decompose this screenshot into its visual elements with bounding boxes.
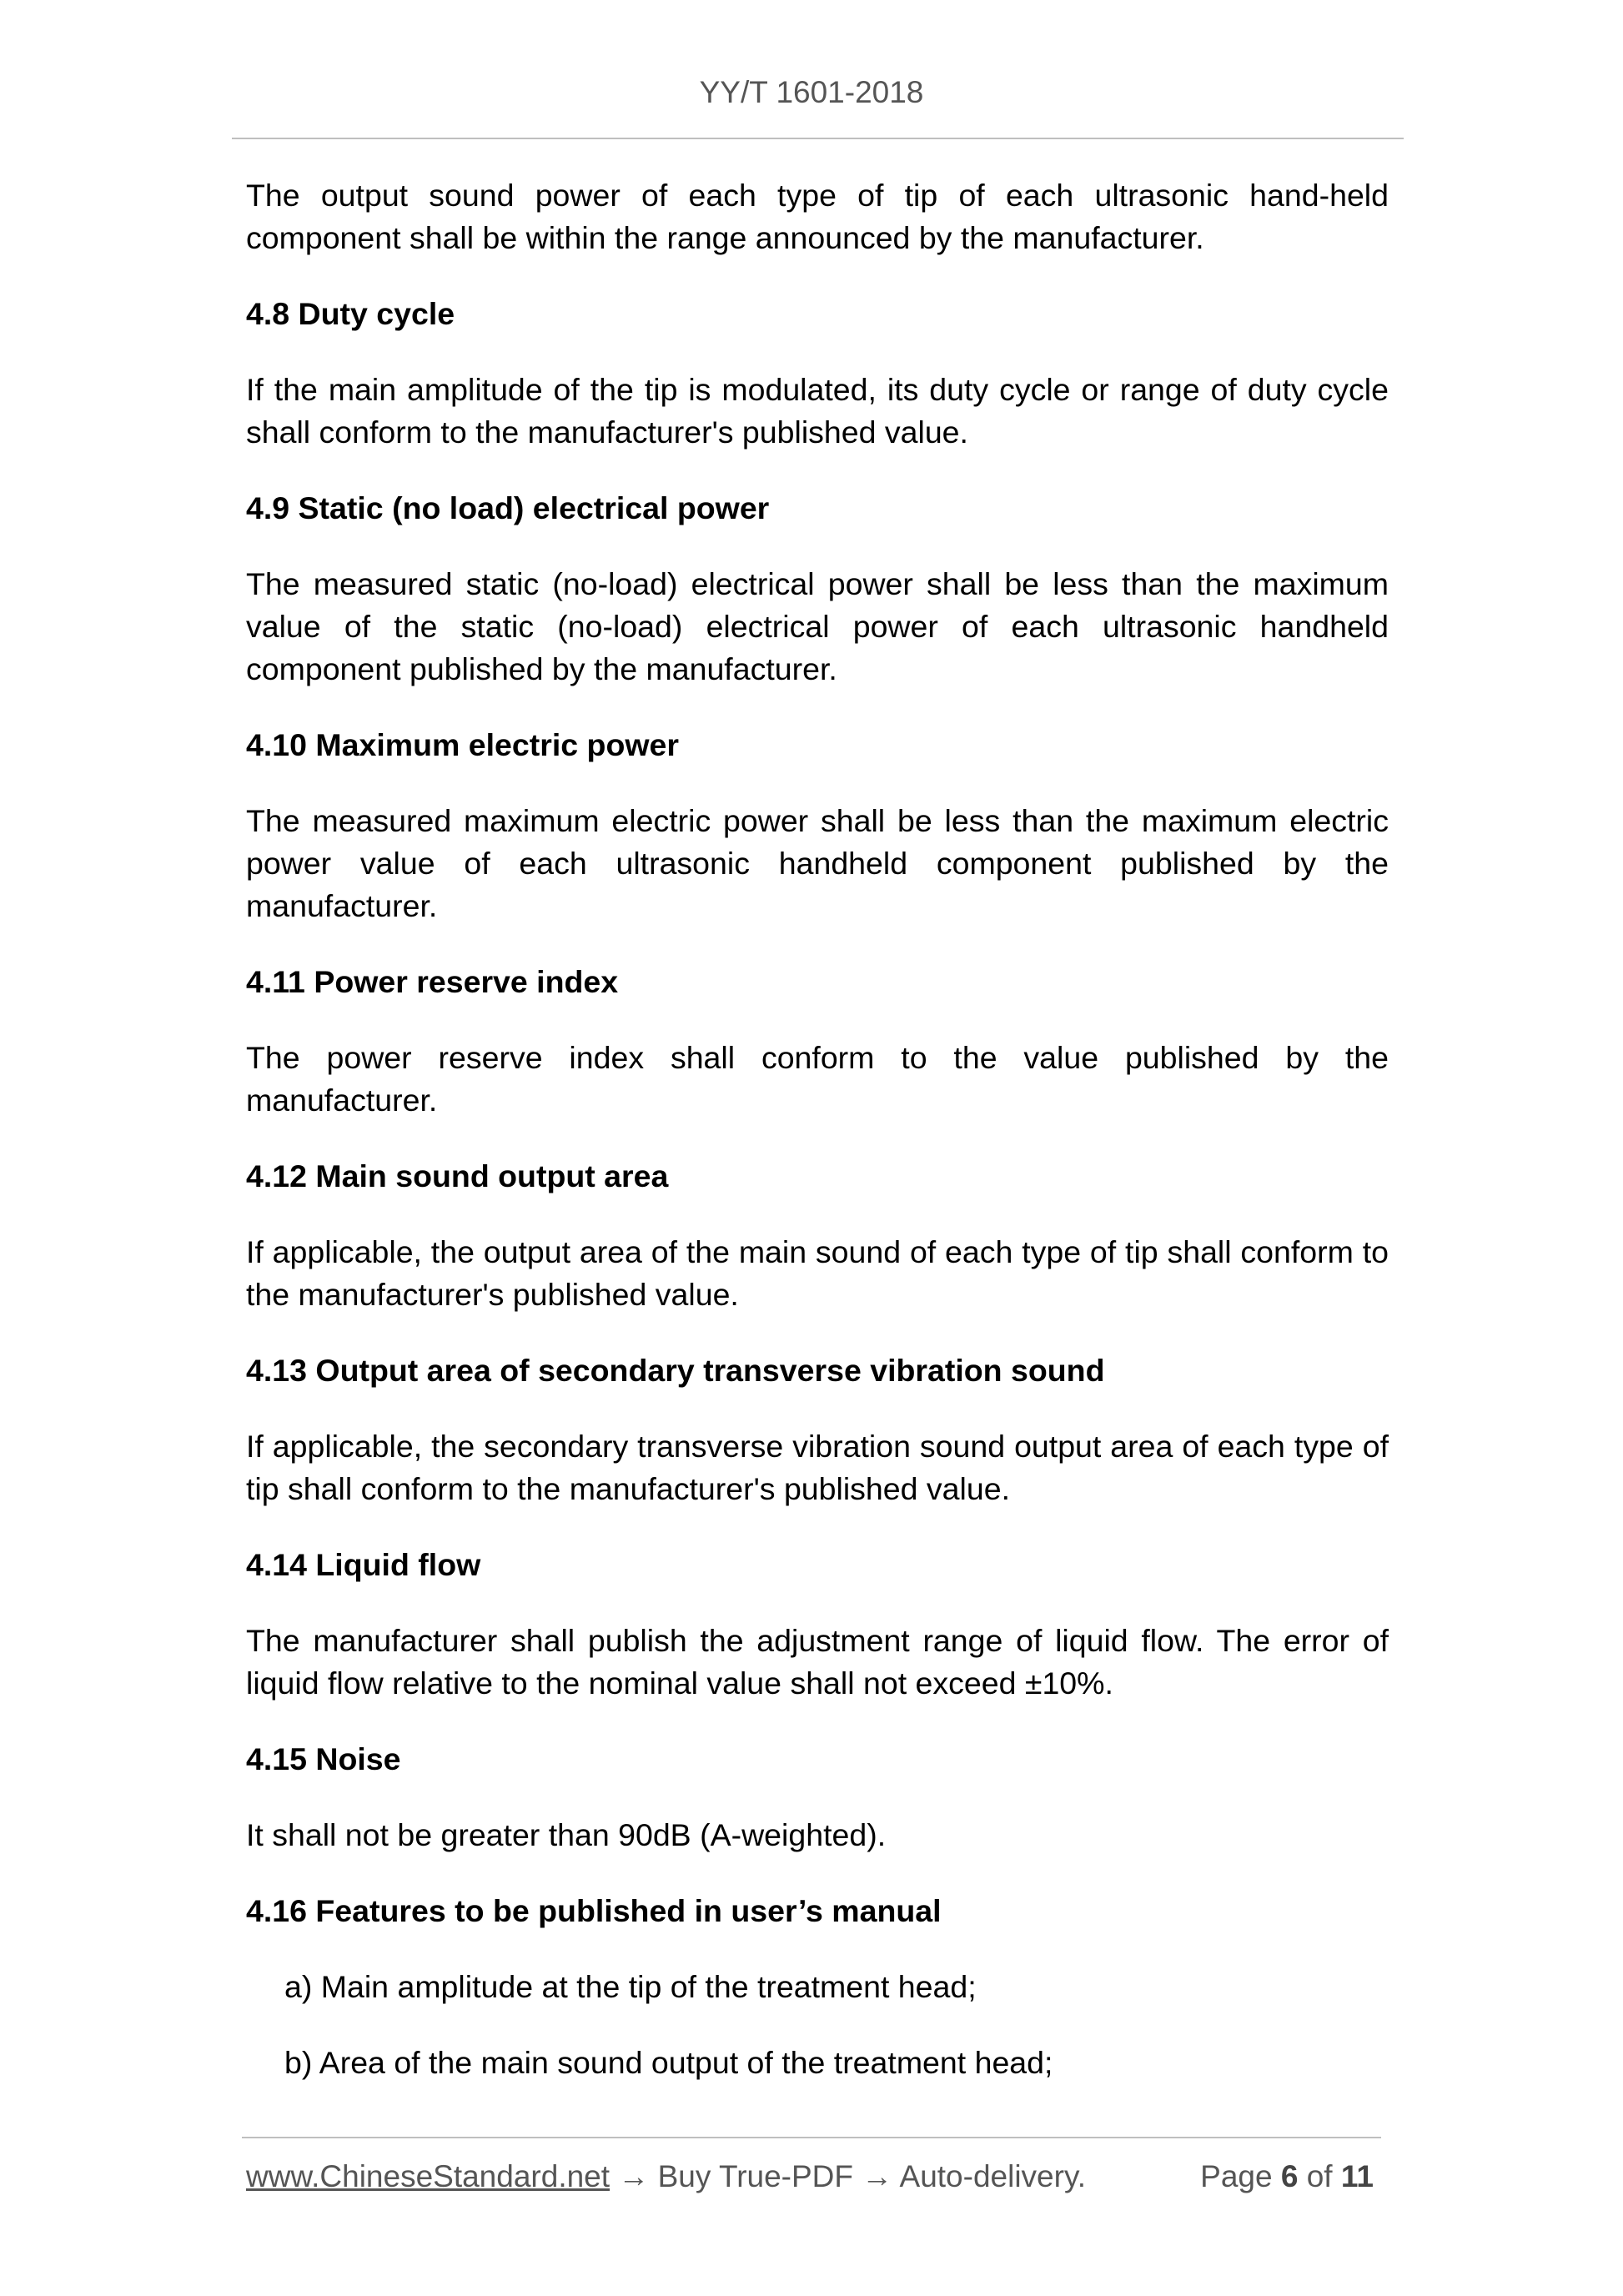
- section-heading-4-12: 4.12 Main sound output area: [246, 1158, 669, 1193]
- section-heading-4-16: 4.16 Features to be published in user’s manual: [246, 1893, 942, 1928]
- paragraph-output-sound-power: The output sound power of each type of tip of each ultrasonic hand-held component shall be within the range announced by the manufacturer.: [246, 178, 1389, 255]
- footer-divider: [242, 2137, 1381, 2138]
- paragraph-static-power: The measured static (no-load) electrical power shall be less than the maximum value of the static (no-load) electrical power of each ultrasonic handheld component published by the manufacturer.: [246, 566, 1389, 686]
- of-label: of: [1306, 2159, 1333, 2193]
- footer-promo: [246, 2156, 1086, 2198]
- section-heading-4-9: 4.9 Static (no load) electrical power: [246, 490, 770, 525]
- section-heading-4-10: 4.10 Maximum electric power: [246, 727, 679, 762]
- section-heading-4-15: 4.15 Noise: [246, 1741, 401, 1776]
- section-heading-4-11: 4.11 Power reserve index: [246, 964, 619, 999]
- paragraph-main-sound-area: If applicable, the output area of the main sound of each type of tip shall conform to the manufacturer's published value.: [246, 1234, 1389, 1312]
- paragraph-duty-cycle: If the main amplitude of the tip is modulated, its duty cycle or range of duty cycle shall conform to the manufacturer's published value.: [246, 372, 1389, 450]
- page-content: [246, 174, 1389, 2118]
- website-link[interactable]: www.ChineseStandard.net: [246, 2159, 611, 2193]
- paragraph-noise: It shall not be greater than 90dB (A-weighted).: [246, 1817, 887, 1852]
- section-heading-4-14: 4.14 Liquid flow: [246, 1547, 481, 1582]
- paragraph-power-reserve: The power reserve index shall conform to the value published by the manufacturer.: [246, 1040, 1389, 1118]
- paragraph-secondary-vibration: If applicable, the secondary transverse vibration sound output area of each type of tip shall conform to the manufacturer's published value.: [246, 1429, 1389, 1506]
- page-label: Page: [1200, 2159, 1273, 2193]
- list-item: a) Main amplitude at the tip of the treatment head;: [284, 1969, 977, 2004]
- page-number: [1200, 2156, 1374, 2198]
- list-item: b) Area of the main sound output of the treatment head;: [284, 2045, 1053, 2080]
- header-divider: [232, 138, 1404, 139]
- document-code-header: YY/T 1601-2018: [699, 75, 924, 109]
- footer-tagline: → Buy True-PDF → Auto-delivery.: [610, 2159, 1086, 2193]
- total-page-count: 11: [1340, 2159, 1374, 2193]
- section-heading-4-8: 4.8 Duty cycle: [246, 296, 455, 331]
- paragraph-liquid-flow: The manufacturer shall publish the adjustment range of liquid flow. The error of liquid flow relative to the nominal value shall not exceed ±10%.: [246, 1623, 1389, 1701]
- paragraph-max-electric-power: The measured maximum electric power shall be less than the maximum electric power value of each ultrasonic handheld component published by the manufacturer.: [246, 803, 1389, 923]
- current-page-number: 6: [1280, 2159, 1299, 2193]
- section-heading-4-13: 4.13 Output area of secondary transverse vibration sound: [246, 1353, 1105, 1388]
